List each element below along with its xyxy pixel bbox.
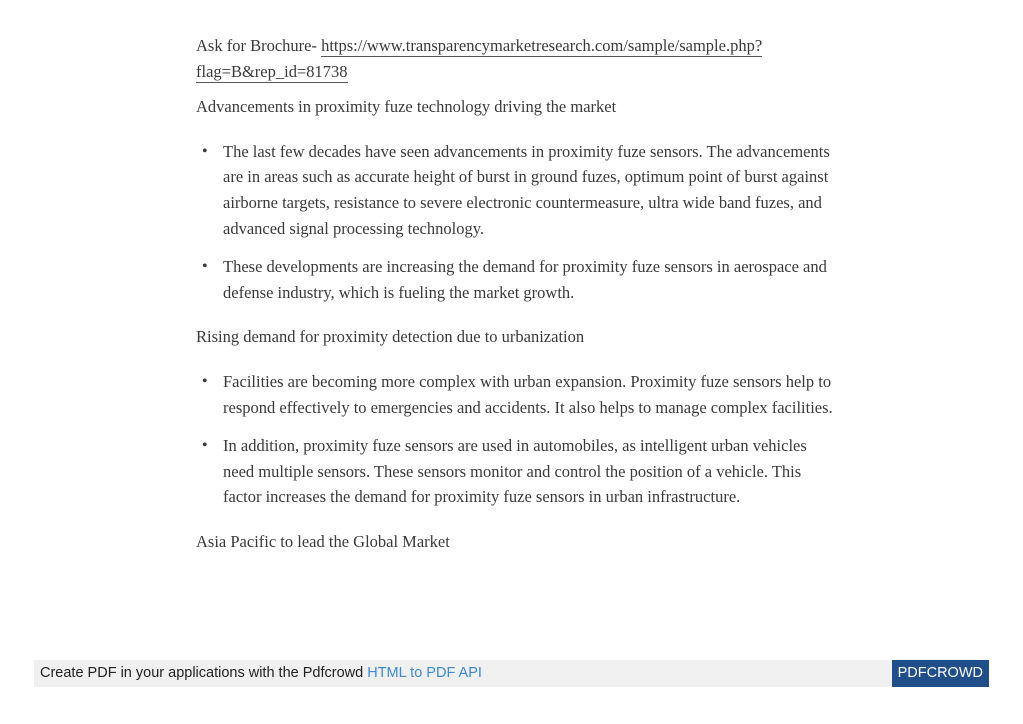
pdfcrowd-button[interactable]: PDFCROWD xyxy=(892,660,989,687)
html-to-pdf-link[interactable]: HTML to PDF API xyxy=(367,665,482,681)
brochure-line xyxy=(196,33,836,84)
document-body xyxy=(196,33,836,574)
brochure-label: Ask for Brochure- xyxy=(196,36,322,55)
section-heading: Rising demand for proximity detection due to urbanization xyxy=(196,327,585,347)
footer-text: Create PDF in your applications with the Pdfcrowd HTML to PDF API xyxy=(40,665,482,681)
section-heading: Asia Pacific to lead the Global Market xyxy=(196,531,450,551)
list-item: • The last few decades have seen advancements in proximity fuze sensors. The advancements are in areas such as accurate height of burst in ground fuzes, optimum point of burst against airborne targets, resistance to severe electronic countermeasure, ultra wide band fuzes, and advanced signal processing technology. xyxy=(196,139,836,241)
bullet-list xyxy=(196,139,836,306)
list-item: • These developments are increasing the demand for proximity fuze sensors in aerospace and defense industry, which is fueling the market growth. xyxy=(196,254,836,305)
list-item: • In addition, proximity fuze sensors are used in automobiles, as intelligent urban vehicles need multiple sensors. These sensors monitor and control the position of a vehicle. This factor increases the demand for proximity fuze sensors in urban infrastructure. xyxy=(196,433,836,510)
pdfcrowd-footer xyxy=(34,660,989,687)
list-item: • Facilities are becoming more complex with urban expansion. Proximity fuze sensors help to respond effectively to emergencies and accidents. It also helps to manage complex facilities. xyxy=(196,369,836,420)
brochure-link[interactable]: https://www.transparencymarketresearch.com/sample/sample.php? flag=B&rep_id=81738 xyxy=(196,36,763,81)
bullet-list xyxy=(196,369,836,510)
section-heading: Advancements in proximity fuze technology driving the market xyxy=(196,97,617,117)
